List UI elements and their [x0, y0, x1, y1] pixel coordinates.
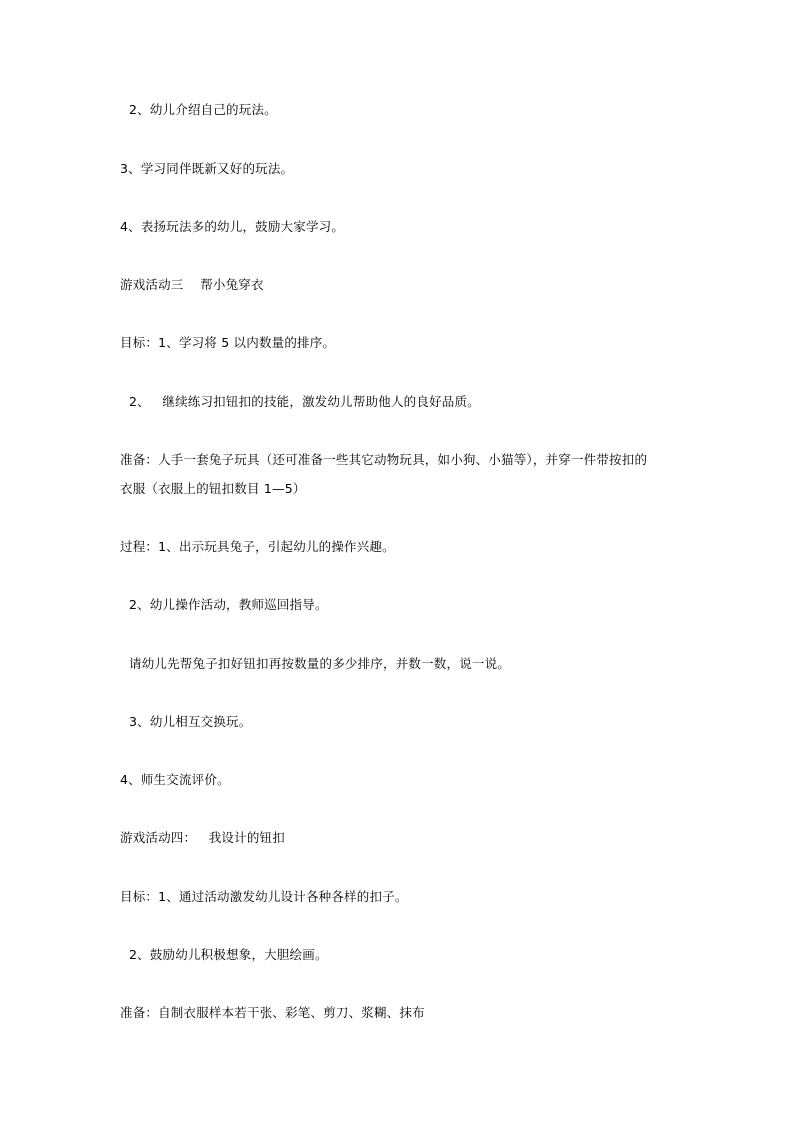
paragraph-step-3-learn: 3、学习同伴既新又好的玩法。 — [120, 161, 294, 176]
paragraph-process-4: 4、师生交流评价。 — [120, 772, 230, 787]
paragraph-goal-2: 2、 继续练习扣钮扣的技能，激发幼儿帮助他人的良好品质。 — [129, 394, 480, 409]
heading-activity-three: 游戏活动三 帮小兔穿衣 — [120, 277, 264, 292]
paragraph-step-2-introduce: 2、幼儿介绍自己的玩法。 — [129, 102, 277, 117]
paragraph-preparation-line-1: 准备：人手一套兔子玩具（还可准备一些其它动物玩具，如小狗、小猫等），并穿一件带按扣的 — [120, 452, 648, 467]
paragraph-goal-1: 目标：1、学习将 5 以内数量的排序。 — [120, 335, 336, 350]
paragraph-preparation-line-2: 衣服（衣服上的钮扣数目 1—5） — [120, 481, 306, 496]
paragraph-preparation-activity-four: 准备：自制衣服样本若干张、彩笔、剪刀、浆糊、抹布 — [120, 1005, 425, 1020]
paragraph-step-4-praise: 4、表扬玩法多的幼儿，鼓励大家学习。 — [120, 219, 345, 234]
heading-activity-four: 游戏活动四： 我设计的钮扣 — [120, 830, 285, 845]
paragraph-goal-1-activity-four: 目标：1、通过活动激发幼儿设计各种各样的扣子。 — [120, 889, 408, 904]
paragraph-goal-2-activity-four: 2、鼓励幼儿积极想象，大胆绘画。 — [129, 947, 328, 962]
paragraph-process-3: 3、幼儿相互交换玩。 — [129, 714, 252, 729]
paragraph-process-2: 2、幼儿操作活动，教师巡回指导。 — [129, 597, 328, 612]
paragraph-process-1: 过程：1、出示玩具兔子，引起幼儿的操作兴趣。 — [120, 539, 395, 554]
paragraph-process-instruction: 请幼儿先帮兔子扣好钮扣再按数量的多少排序，并数一数，说一说。 — [129, 656, 511, 671]
